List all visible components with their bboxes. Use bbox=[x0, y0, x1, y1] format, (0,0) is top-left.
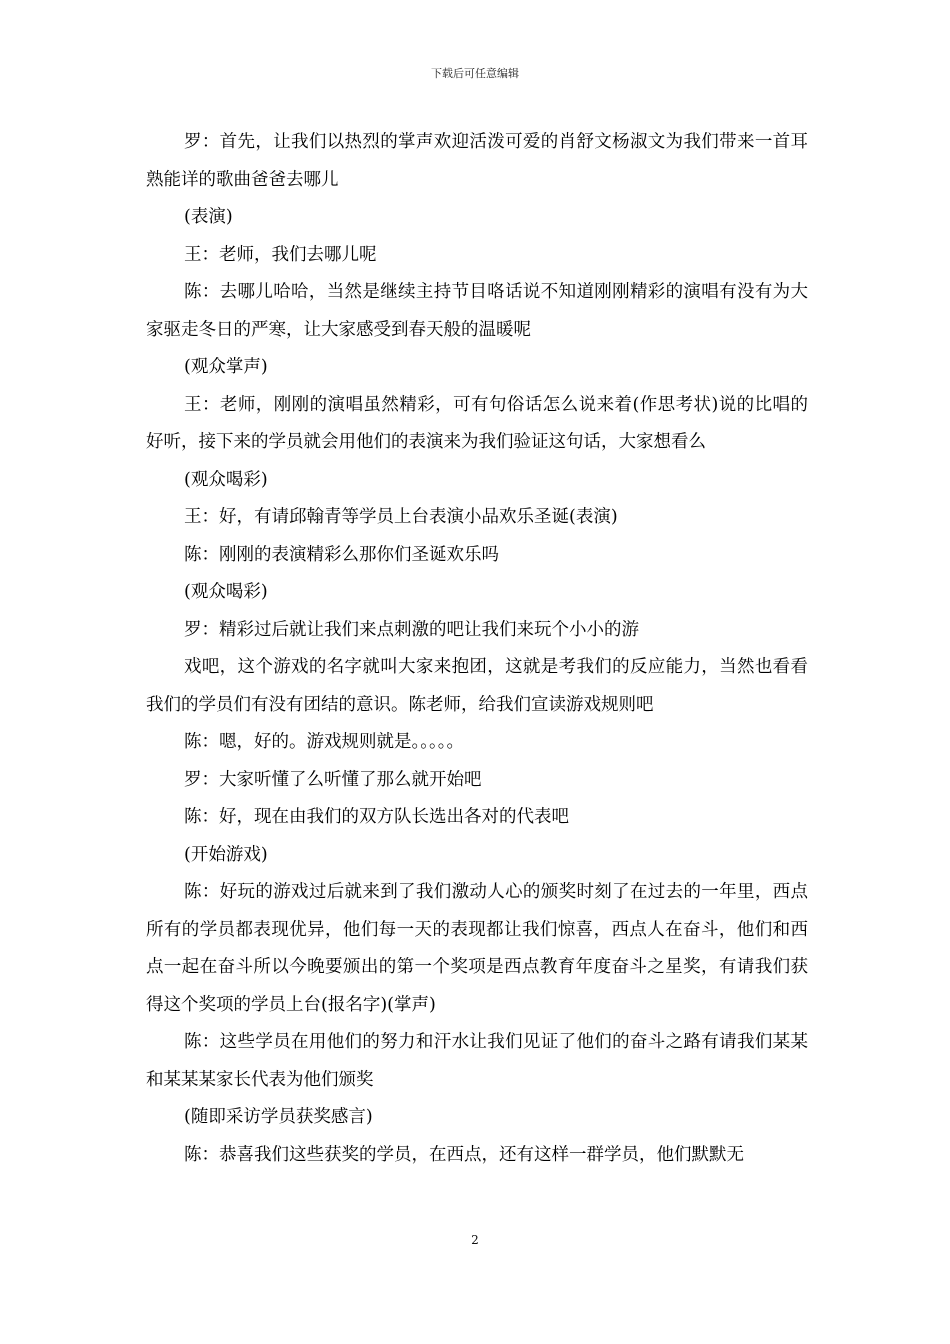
paragraph: 陈：嗯，好的。游戏规则就是。。。。。 bbox=[184, 732, 464, 752]
page-number: 2 bbox=[471, 1233, 479, 1247]
paragraph: 王：好，有请邱翰青等学员上台表演小品欢乐圣诞(表演) bbox=[184, 507, 618, 527]
paragraph: (观众喝彩) bbox=[184, 469, 268, 490]
document-body bbox=[146, 124, 808, 1174]
paragraph: 戏吧，这个游戏的名字就叫大家来抱团，这就是考我们的反应能力，当然也看看我们的学员们有没有团结的意识。陈老师，给我们宣读游戏规则吧 bbox=[146, 657, 808, 715]
paragraph: (随即采访学员获奖感言) bbox=[184, 1107, 373, 1127]
paragraph: 王：老师，我们去哪儿呢 bbox=[184, 244, 377, 265]
paragraph: 陈：恭喜我们这些获奖的学员，在西点，还有这样一群学员，他们默默无 bbox=[184, 1144, 744, 1165]
paragraph: 陈：好，现在由我们的双方队长选出各对的代表吧 bbox=[184, 807, 569, 827]
paragraph: (观众掌声) bbox=[184, 357, 268, 377]
paragraph: 陈：这些学员在用他们的努力和汗水让我们见证了他们的奋斗之路有请我们某某和某某某家长代表为他们颁奖 bbox=[146, 1032, 808, 1090]
paragraph: 陈：刚刚的表演精彩么那你们圣诞欢乐吗 bbox=[184, 544, 499, 565]
paragraph: (观众喝彩) bbox=[184, 582, 268, 602]
paragraph: 罗：精彩过后就让我们来点刺激的吧让我们来玩个小小的游 bbox=[184, 619, 639, 640]
paragraph: 王：老师，刚刚的演唱虽然精彩，可有句俗话怎么说来着(作思考状)说的比唱的好听，接下来的学员就会用他们的表演来为我们验证这句话，大家想看么 bbox=[146, 394, 808, 452]
paragraph: (开始游戏) bbox=[184, 844, 268, 865]
paragraph: 罗：大家听懂了么听懂了那么就开始吧 bbox=[184, 769, 482, 790]
paragraph: 陈：去哪儿哈哈，当然是继续主持节目咯话说不知道刚刚精彩的演唱有没有为大家驱走冬日的严寒，让大家感受到春天般的温暖呢 bbox=[146, 282, 808, 340]
paragraph: 陈：好玩的游戏过后就来到了我们激动人心的颁奖时刻了在过去的一年里，西点所有的学员都表现优异，他们每一天的表现都让我们惊喜，西点人在奋斗，他们和西点一起在奋斗所以今晚要颁出的第一个奖项是西点教育年度奋斗之星奖，有请我们获得这个奖项的学员上台(报名字)(掌声) bbox=[146, 882, 808, 1015]
paragraph: 罗：首先，让我们以热烈的掌声欢迎活泼可爱的肖舒文杨淑文为我们带来一首耳熟能详的歌曲爸爸去哪儿 bbox=[146, 132, 808, 190]
paragraph: (表演) bbox=[184, 207, 233, 227]
page-header: 下载后可任意编辑 bbox=[431, 67, 519, 80]
